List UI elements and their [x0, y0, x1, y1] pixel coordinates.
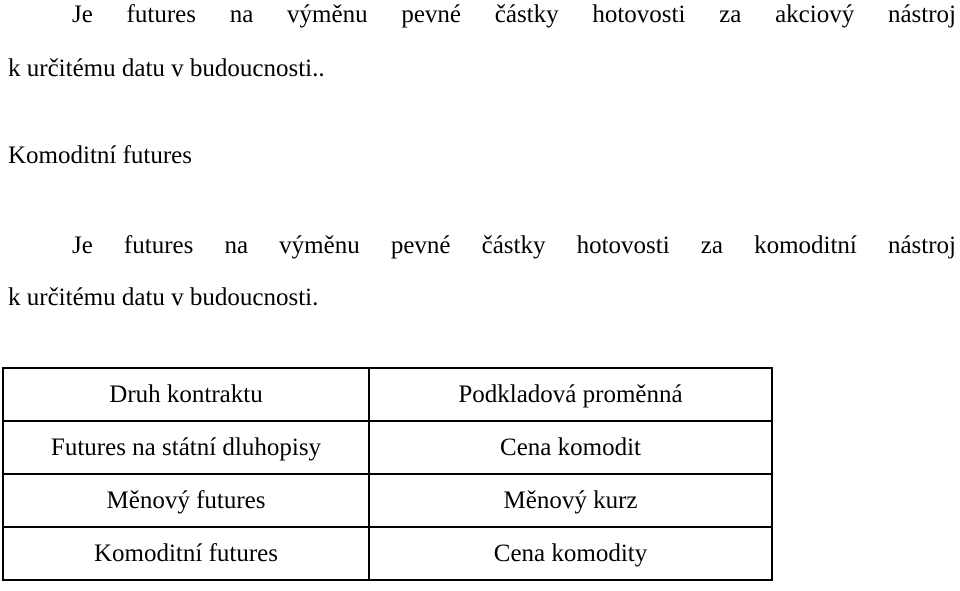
table-row: [3, 474, 772, 527]
table-cell: Měnový kurz: [369, 474, 772, 527]
table-cell: Cena komodit: [369, 421, 772, 474]
table-row: [3, 421, 772, 474]
table-header-cell: Druh kontraktu: [3, 368, 369, 421]
table-header-cell: Podkladová proměnná: [369, 368, 772, 421]
paragraph-2-line-1: Je futures na výměnu pevné částky hotovosti za komoditní nástroj: [72, 232, 956, 259]
paragraph-1-line-2: k určitému datu v budoucnosti..: [8, 55, 325, 82]
section-heading: Komoditní futures: [8, 142, 193, 169]
paragraph-2-line-2: k určitému datu v budoucnosti.: [8, 284, 319, 311]
table-cell: Komoditní futures: [3, 527, 369, 580]
table-header-row: [3, 368, 772, 421]
table-cell: Měnový futures: [3, 474, 369, 527]
table-cell: Futures na státní dluhopisy: [3, 421, 369, 474]
contracts-table: [2, 367, 773, 581]
table-cell: Cena komodity: [369, 527, 772, 580]
table-row: [3, 527, 772, 580]
paragraph-1-line-1: Je futures na výměnu pevné částky hotovosti za akciový nástroj: [72, 1, 956, 28]
